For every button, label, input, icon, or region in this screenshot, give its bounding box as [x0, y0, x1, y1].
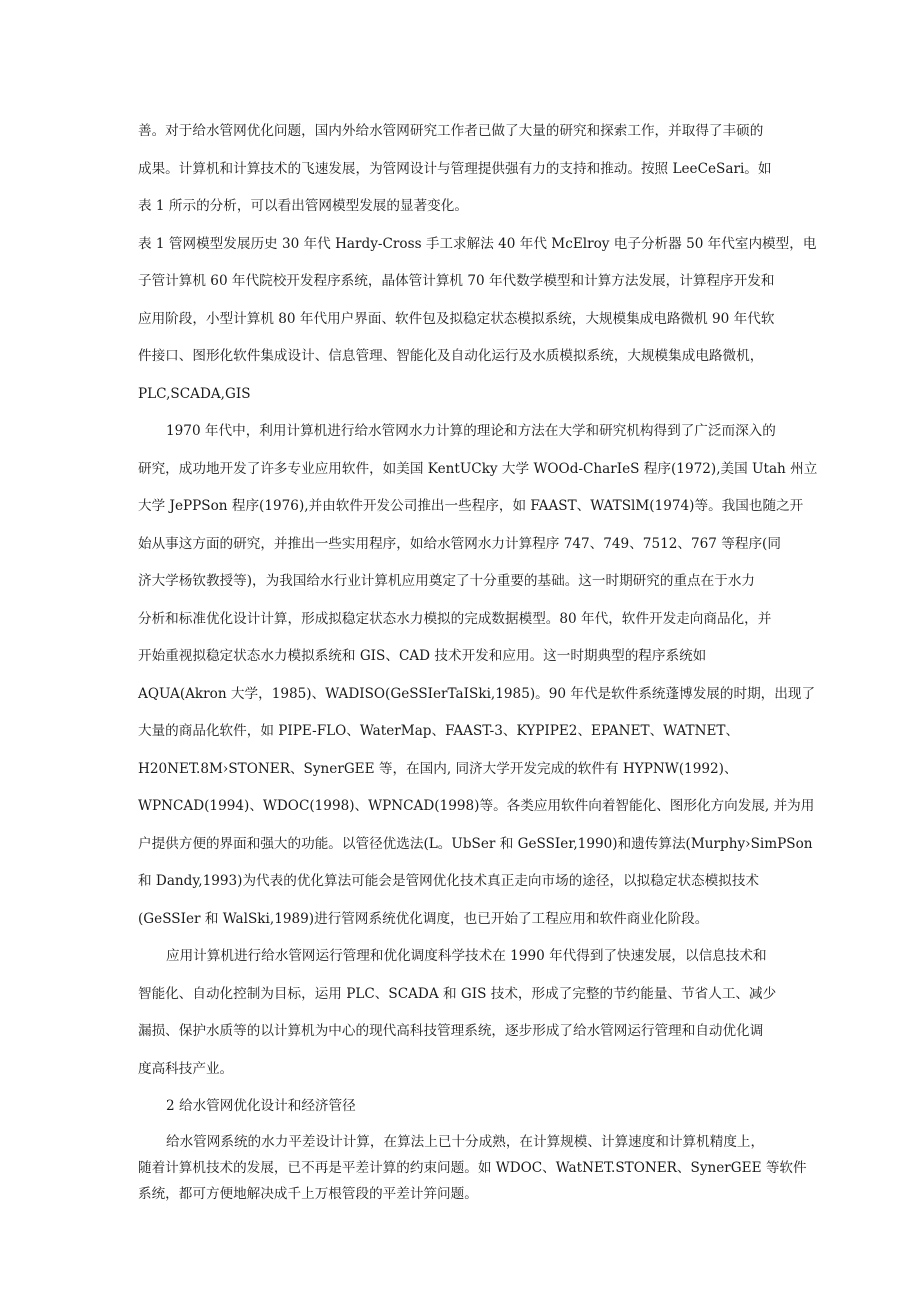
- document-page: [138, 118, 818, 1209]
- text-line: 善。对于给水管网优化问题，国内外给水管网研究工作者已做了大量的研究和探索工作，并取得了丰硕的: [138, 123, 764, 139]
- text-line: H20NET.8M›STONER、SynerGEE 等，在国内, 同济大学开发完成的软件有 HYPNW(1992)、: [138, 760, 738, 777]
- text-line: 济大学杨钦教授等)，为我国给水行业计算机应用奠定了十分重要的基础。这一时期研究的重点在于水力: [138, 573, 756, 589]
- text-line: 件接口、图形化软件集成设计、信息管理、智能化及自动化运行及水质模拟系统，大规模集成电路微机，: [138, 348, 764, 364]
- text-line: 应用阶段，小型计算机 80 年代用户界面、软件包及拟稳定状态模拟系统，大规模集成电路微机 90 年代软: [138, 310, 775, 327]
- text-line: 大量的商品化软件，如 PIPE-FLO、WaterMap、FAAST-3、KYPIPE2、EPANET、WATNET、: [138, 723, 740, 739]
- text-line: 应用计算机进行给水管网运行管理和优化调度科学技术在 1990 年代得到了快速发展，以信息技术和: [166, 948, 767, 964]
- text-line: 研究，成功地开发了许多专业应用软件，如美国 KentUCky 大学 WOOd-CharIeS 程序(1972),美国 Utah 州立: [138, 460, 818, 477]
- text-line: 成果。计算机和计算技术的飞速发展，为管网设计与管理提供强有力的支持和推动。按照 LeeCeSari。如: [138, 160, 772, 177]
- text-line: 和 Dandy,1993)为代表的优化算法可能会是管网优化技术真正走向市场的途径，以拟稳定状态模拟技术: [138, 873, 760, 889]
- text-line: 户提供方便的界面和强大的功能。以管径优选法(L。UbSer 和 GeSSIer,1990)和遗传算法(Murphy›SimPSon: [138, 835, 813, 852]
- text-line: 分析和标准优化设计计算，形成拟稳定状态水力模拟的完成数据模型。80 年代，软件开发走向商品化，并: [138, 610, 772, 627]
- text-line: 表 1 管网模型发展历史 30 年代 Hardy-Cross 手工求解法 40 年代 McElroy 电子分析器 50 年代室内模型，电: [138, 235, 817, 252]
- application-paragraph: [138, 943, 788, 1082]
- text-line: 系统，都可方便地解决成千上万根管段的平差计笄问题。: [138, 1186, 478, 1202]
- section-heading: 2 给水管网优化设计和经济管径: [166, 1098, 356, 1114]
- text-line: AQUA(Akron 大学，1985)、WADISO(GeSSIerTaISki,1985)。90 年代是软件系统蓬博发展的时期，出现了: [138, 685, 816, 702]
- text-line: 1970 年代中，利用计算机进行给水管网水力计算的理论和方法在大学和研究机构得到了广泛而深入的: [166, 423, 776, 439]
- intro-paragraph: [138, 118, 788, 220]
- text-line: 表 1 所示的分析，可以看出管网模型发展的显著变化。: [138, 198, 468, 214]
- text-line: 智能化、自动化控制为目标，运用 PLC、SCADA 和 GIS 技术，形成了完整的节约能量、节省人工、减少: [138, 985, 777, 1002]
- text-line: 开始重视拟稳定状态水力模拟系统和 GIS、CAD 技术开发和应用。这一时期典型的程序系统如: [138, 648, 707, 664]
- history-paragraph: [138, 418, 818, 932]
- text-line: 随着计算机技术的发展，已不再是平差计算的约束问题。如 WDOC、WatNET.STONER、SynerGEE 等软件: [138, 1160, 807, 1176]
- text-line: 给水管网系统的水力平差设计计算，在算法上已十分成熟，在计算规模、计算速度和计算机精度上，: [166, 1134, 765, 1150]
- section-paragraph: [138, 1131, 807, 1205]
- text-line: PLC,SCADA,GIS: [138, 385, 251, 402]
- text-line: 漏损、保护水质等的以计算机为中心的现代高科技管理系统，逐步形成了给水管网运行管理和自动优化调: [138, 1023, 764, 1039]
- text-line: 始从事这方面的研究，并推出一些实用程序，如给水管网水力计算程序 747、749、7512、767 等程序(同: [138, 535, 781, 552]
- text-line: 子管计算机 60 年代院校开发程序系统，晶体管计算机 70 年代数学模型和计算方法发展，计算程序开发和: [138, 273, 775, 289]
- table-description: [138, 231, 817, 408]
- text-line: 大学 JePPSon 程序(1976),并由软件开发公司推出一些程序，如 FAAST、WATSlM(1974)等。我国也随之开: [138, 498, 804, 514]
- text-line: (GeSSIer 和 WalSki,1989)进行管网系统优化调度，也已开始了工程应用和软件商业化阶段。: [138, 910, 709, 927]
- text-line: WPNCAD(1994)、WDOC(1998)、WPNCAD(1998)等。各类应用软件向着智能化、图形化方向发展, 并为用: [138, 798, 815, 814]
- text-line: 度高科技产业。: [138, 1060, 234, 1077]
